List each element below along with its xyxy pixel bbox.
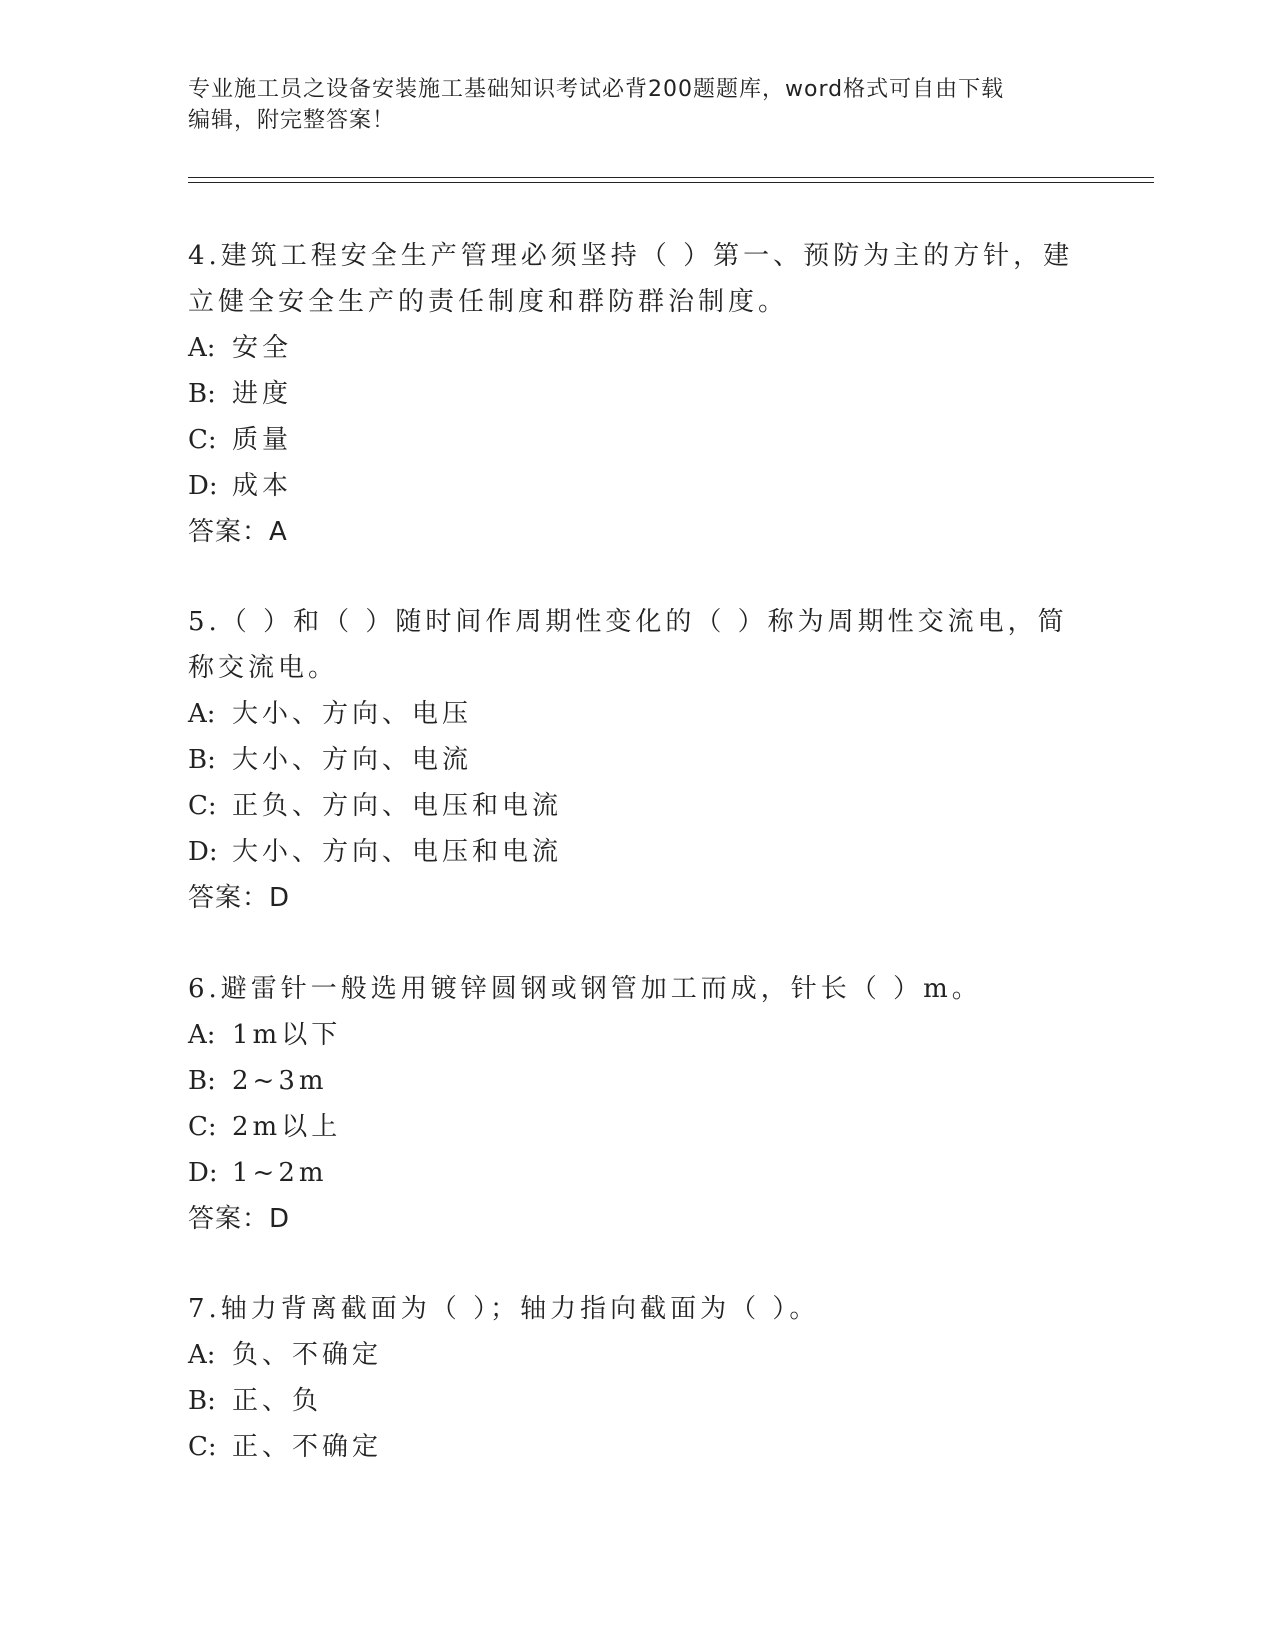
option-a <box>188 691 1088 737</box>
header-divider-bottom <box>188 182 1154 183</box>
option-letter: D: <box>188 837 218 867</box>
option-text: 2m以上 <box>232 1112 342 1142</box>
option-letter: A: <box>188 333 216 363</box>
question-stem: 4.建筑工程安全生产管理必须坚持（ ）第一、预防为主的方针，建立健全安全生产的责任制度和群防群治制度。 <box>188 241 1074 317</box>
option-d <box>188 1150 1088 1196</box>
option-text: 正、负 <box>232 1386 323 1416</box>
option-d <box>188 829 1088 875</box>
header-line-1: 专业施工员之设备安装施工基础知识考试必背200题题库，word格式可自由下载 <box>188 77 1005 102</box>
option-a <box>188 1012 1088 1058</box>
option-text: 大小、方向、电压 <box>232 699 473 729</box>
option-b <box>188 1378 1088 1424</box>
option-b <box>188 1058 1088 1104</box>
option-letter: A: <box>188 699 216 729</box>
question-stem: 6.避雷针一般选用镀锌圆钢或钢管加工而成，针长（ ）m。 <box>188 974 982 1004</box>
option-letter: C: <box>188 791 217 821</box>
option-text: 正负、方向、电压和电流 <box>232 791 563 821</box>
option-b <box>188 737 1088 783</box>
option-text: 1~2m <box>232 1158 328 1188</box>
option-text: 质量 <box>232 425 293 455</box>
option-text: 大小、方向、电流 <box>232 745 473 775</box>
option-text: 正、不确定 <box>232 1432 383 1462</box>
option-letter: B: <box>188 379 216 409</box>
option-d <box>188 463 1088 509</box>
option-letter: D: <box>188 471 218 501</box>
option-letter: B: <box>188 1386 216 1416</box>
header-line-2: 编辑，附完整答案！ <box>188 108 396 133</box>
option-a <box>188 325 1088 371</box>
option-letter: B: <box>188 1066 216 1096</box>
answer-line: 答案：D <box>188 883 291 913</box>
option-letter: C: <box>188 1112 217 1142</box>
option-letter: A: <box>188 1340 216 1370</box>
answer-line: 答案：A <box>188 517 288 547</box>
option-letter: C: <box>188 425 217 455</box>
option-text: 负、不确定 <box>232 1340 383 1370</box>
option-text: 进度 <box>232 379 293 409</box>
option-text: 成本 <box>232 471 293 501</box>
question-stem: 5.（ ）和（ ）随时间作周期性变化的（ ）称为周期性交流电，简称交流电。 <box>188 607 1068 683</box>
option-b <box>188 371 1088 417</box>
option-text: 大小、方向、电压和电流 <box>232 837 563 867</box>
option-c <box>188 1104 1088 1150</box>
option-text: 1m以下 <box>232 1020 342 1050</box>
option-a <box>188 1332 1088 1378</box>
option-c <box>188 1424 1088 1470</box>
option-c <box>188 783 1088 829</box>
answer-line: 答案：D <box>188 1204 291 1234</box>
question-4 <box>188 233 1088 555</box>
question-7 <box>188 1286 1088 1470</box>
document-header <box>188 74 1088 136</box>
option-letter: D: <box>188 1158 218 1188</box>
option-letter: B: <box>188 745 216 775</box>
option-letter: A: <box>188 1020 216 1050</box>
question-5 <box>188 599 1088 921</box>
option-letter: C: <box>188 1432 217 1462</box>
question-6 <box>188 966 1088 1242</box>
option-text: 2~3m <box>232 1066 328 1096</box>
option-c <box>188 417 1088 463</box>
question-stem: 7.轴力背离截面为（ ）；轴力指向截面为（ ）。 <box>188 1294 820 1324</box>
option-text: 安全 <box>232 333 293 363</box>
header-divider-top <box>188 177 1154 178</box>
